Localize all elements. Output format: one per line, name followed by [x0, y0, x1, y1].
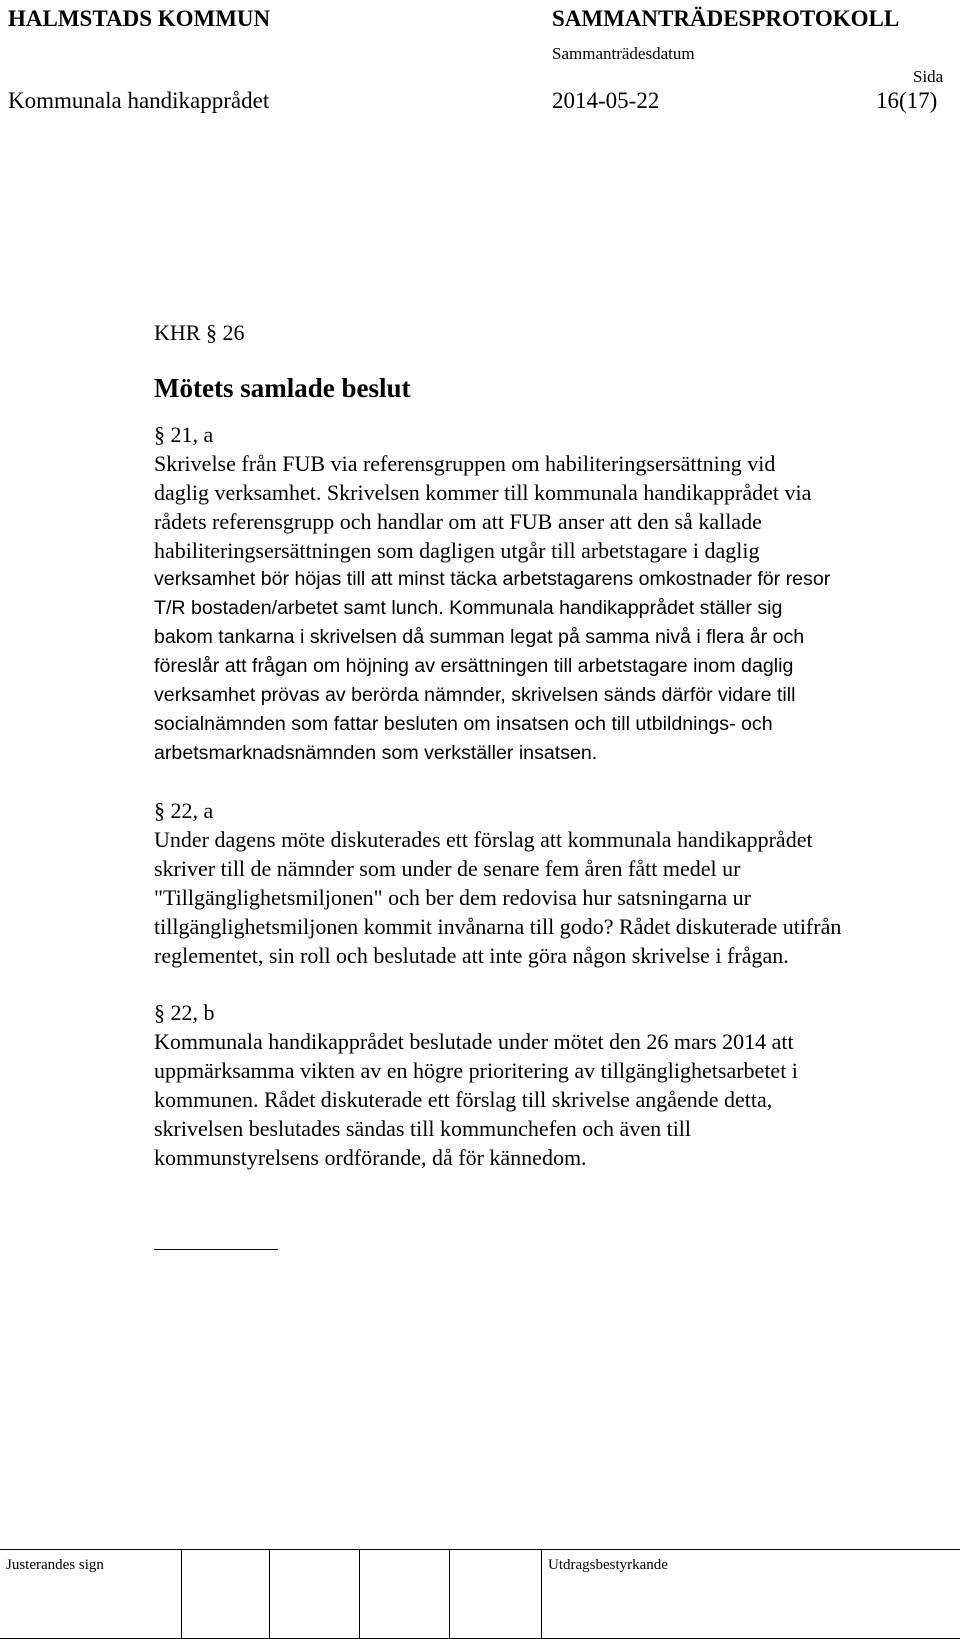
section-title: Mötets samlade beslut	[154, 373, 411, 403]
paragraph-line: socialnämnden som fattar besluten om insatsen och till utbildnings- och	[154, 713, 773, 735]
paragraph-line: T/R bostaden/arbetet samt lunch. Kommunala handikapprådet ställer sig	[154, 597, 783, 619]
paragraph-line: kommunen. Rådet diskuterade ett förslag till skrivelse angående detta,	[154, 1087, 773, 1112]
justerandes-sign-label: Justerandes sign	[6, 1557, 104, 1573]
paragraph-line: "Tillgänglighetsmiljonen" och ber dem redovisa hur satsningarna ur	[154, 885, 751, 910]
paragraph-line: habiliteringsersättningen som dagligen utgår till arbetstagare i daglig	[154, 538, 760, 563]
paragraph-line: verksamhet prövas av berörda nämnder, skrivelsen sänds därför vidare till	[154, 684, 796, 706]
paragraph-line: Skrivelse från FUB via referensgruppen om habiliteringsersättning vid	[154, 451, 776, 476]
end-divider	[154, 1249, 278, 1250]
org-name: HALMSTADS KOMMUN	[8, 6, 271, 31]
paragraph-ref: § 22, b	[154, 1000, 215, 1025]
paragraph-line: daglig verksamhet. Skrivelsen kommer till kommunala handikapprådet via	[154, 480, 812, 505]
case-id: KHR § 26	[154, 320, 245, 345]
paragraph-line: verksamhet bör höjas till att minst täcka arbetstagarens omkostnader för resor	[154, 568, 831, 590]
page-label: Sida	[913, 67, 944, 86]
paragraph-ref: § 21, a	[154, 422, 214, 447]
paragraph-line: bakom tankarna i skrivelsen då summan legat på samma nivå i flera år och	[154, 626, 805, 648]
date-label: Sammanträdesdatum	[552, 44, 695, 63]
paragraph-ref: § 22, a	[154, 798, 214, 823]
signature-cell[interactable]	[182, 1550, 270, 1638]
signature-cell[interactable]	[270, 1550, 360, 1638]
justerandes-sign-cell[interactable]	[0, 1550, 182, 1638]
protocol-body	[154, 318, 944, 1172]
committee-name: Kommunala handikapprådet	[8, 88, 270, 113]
paragraph-line: Kommunala handikapprådet beslutade under mötet den 26 mars 2014 att	[154, 1029, 794, 1054]
paragraph-line: Under dagens möte diskuterades ett förslag att kommunala handikapprådet	[154, 827, 813, 852]
meeting-date: 2014-05-22	[552, 88, 660, 113]
paragraph-line: föreslår att frågan om höjning av ersättningen till arbetstagare inom daglig	[154, 655, 794, 677]
utdragsbestyrkande-cell[interactable]	[542, 1550, 960, 1638]
signature-cell[interactable]	[450, 1550, 542, 1638]
paragraph-line: reglementet, sin roll och beslutade att inte göra någon skrivelse i frågan.	[154, 943, 789, 968]
utdragsbestyrkande-label: Utdragsbestyrkande	[548, 1557, 668, 1573]
paragraph-line: uppmärksamma vikten av en högre prioritering av tillgänglighetsarbetet i	[154, 1058, 798, 1083]
paragraph-line: tillgänglighetsmiljonen kommit invånarna till godo? Rådet diskuterade utifrån	[154, 914, 842, 939]
signature-table	[0, 1549, 960, 1639]
paragraph-line: rådets referensgrupp och handlar om att FUB anser att den så kallade	[154, 509, 762, 534]
paragraph-line: skrivelsen beslutades sändas till kommunchefen och även till	[154, 1116, 692, 1141]
paragraph-line: kommunstyrelsens ordförande, då för kännedom.	[154, 1145, 587, 1170]
paragraph-line: arbetsmarknadsnämnden som verkställer insatsen.	[154, 742, 598, 764]
paragraph-line: skriver till de nämnder som under de senare fem åren fått medel ur	[154, 856, 741, 881]
signature-cell[interactable]	[360, 1550, 450, 1638]
document-type: SAMMANTRÄDESPROTOKOLL	[552, 6, 900, 31]
page-number: 16(17)	[876, 88, 938, 113]
